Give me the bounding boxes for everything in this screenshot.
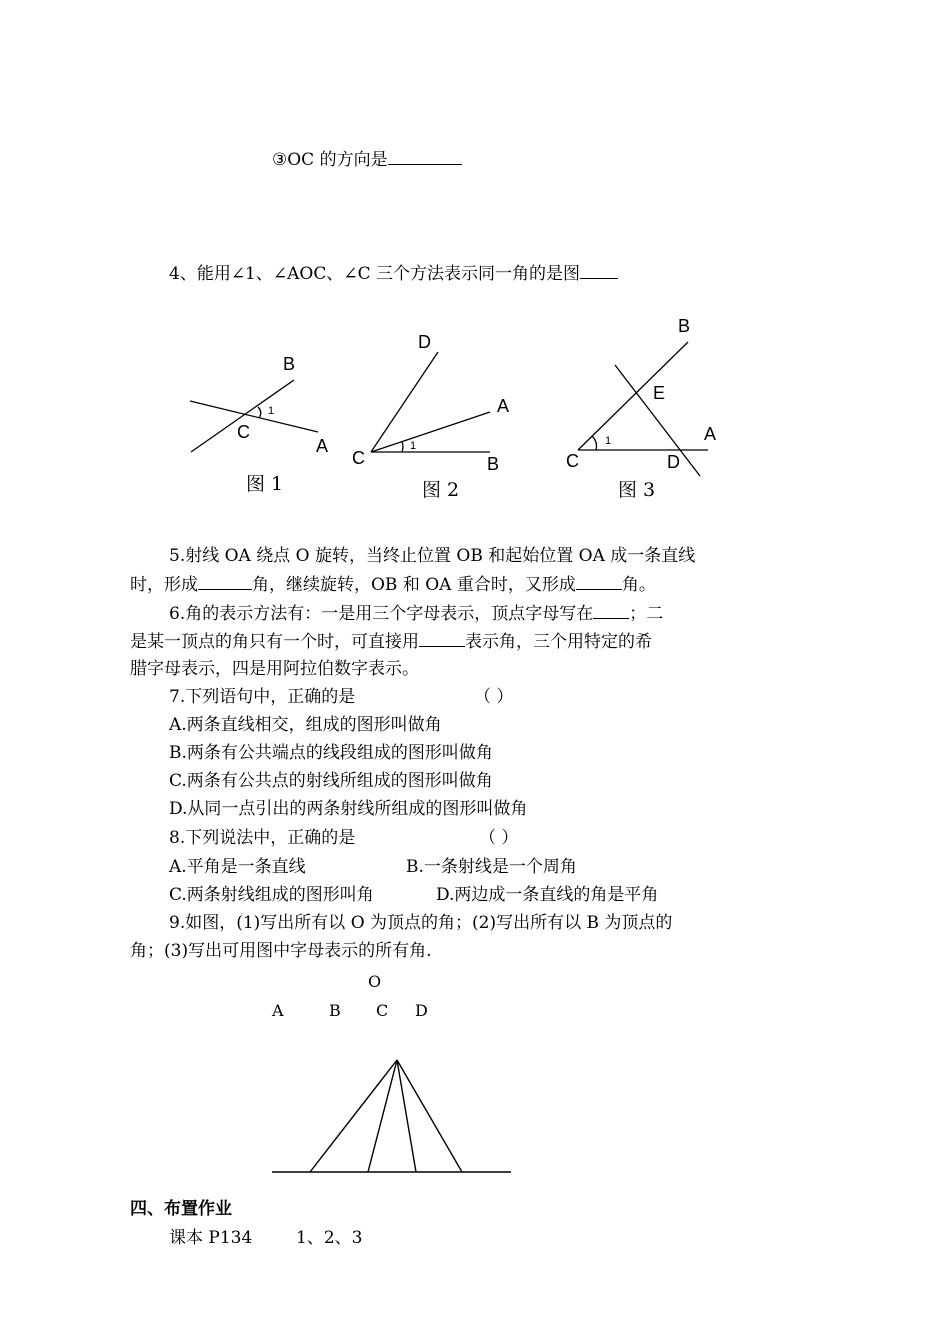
q9-label-c: C [376, 1001, 389, 1020]
fig3-label-c: C [566, 451, 579, 471]
fig2-caption: 图 2 [422, 479, 460, 501]
fig2-label-1: 1 [410, 440, 417, 452]
fig2-label-d: D [418, 332, 431, 352]
q8-option-b: B.一条射线是一个周角 [406, 857, 577, 877]
section4-item: 课本 P134 [169, 1228, 253, 1248]
fig3-label-1: 1 [605, 435, 612, 447]
fig1-label-1: 1 [268, 405, 275, 417]
q8-option-c: C.两条射线组成的图形叫角 [169, 885, 374, 905]
q8-stem: 8.下列说法中，正确的是 [169, 828, 356, 848]
fig1-label-b: B [283, 354, 296, 374]
q7-stem: 7.下列语句中，正确的是 [169, 687, 356, 707]
q8-option-a: A.平角是一条直线 [169, 857, 306, 877]
fig3-caption: 图 3 [618, 479, 656, 501]
q7-option-c: C.两条有公共点的射线所组成的图形叫做角 [169, 771, 493, 791]
fig3-label-a: A [704, 424, 717, 444]
q8-answer-paren[interactable]: （ ） [479, 828, 519, 848]
section4-title: 四、布置作业 [130, 1199, 232, 1219]
fig2-label-c: C [352, 448, 365, 468]
q5-line1: 5.射线 OA 绕点 O 旋转，当终止位置 OB 和起始位置 OA 成一条直线 [169, 546, 696, 566]
fig1-label-a: A [316, 436, 329, 456]
fig2-label-b: B [487, 454, 500, 474]
q7-option-b: B.两条有公共端点的线段组成的图形叫做角 [169, 743, 493, 763]
q9-ray-ob [368, 1060, 397, 1172]
q7-option-a: A.两条直线相交，组成的图形叫做角 [169, 715, 442, 735]
q6-text-c: 是某一顶点的角只有一个时，可直接用 [130, 632, 419, 652]
q5-text-b: 角，继续旋转，OB 和 OA 重合时，又形成 [252, 575, 576, 595]
fig3-label-d: D [667, 452, 680, 472]
q9-line1: 9.如图，(1)写出所有以 O 为顶点的角；(2)写出所有以 B 为顶点的 [169, 913, 673, 933]
q9-label-b: B [329, 1001, 341, 1020]
fig3-label-e: E [653, 383, 666, 403]
q7-option-d: D.从同一点引出的两条射线所组成的图形叫做角 [169, 799, 528, 819]
section4-numbers: 1、2、3 [296, 1228, 363, 1248]
q6-text-a: 6.角的表示方法有：一是用三个字母表示，顶点字母写在 [169, 604, 594, 624]
q6-line3: 腊字母表示，四是用阿拉伯数字表示。 [130, 659, 419, 679]
fig1-label-c: C [237, 422, 250, 442]
fig2-label-a: A [497, 396, 510, 416]
fig1-caption: 图 1 [246, 473, 284, 495]
q7-answer-paren[interactable]: （ ） [474, 687, 514, 707]
q9-label-d: D [415, 1001, 428, 1020]
q9-line2: 角；(3)写出可用图中字母表示的所有角. [130, 941, 432, 961]
q9-label-a: A [272, 1001, 284, 1020]
q6-text-b: ；二 [629, 604, 664, 624]
q8-option-d: D.两边成一条直线的角是平角 [436, 885, 659, 905]
q4-text: 4、能用∠1、∠AOC、∠C 三个方法表示同一角的是图 [169, 264, 580, 284]
q3-text: ③OC 的方向是 [272, 150, 388, 170]
q6-text-d: 表示角，三个用特定的希 [465, 632, 652, 652]
fig3-label-b: B [678, 316, 691, 336]
q9-label-o: O [368, 972, 382, 991]
q5-text-a: 时，形成 [130, 575, 198, 595]
q5-text-c: 角。 [621, 575, 656, 595]
q9-ray-oa [310, 1060, 397, 1172]
